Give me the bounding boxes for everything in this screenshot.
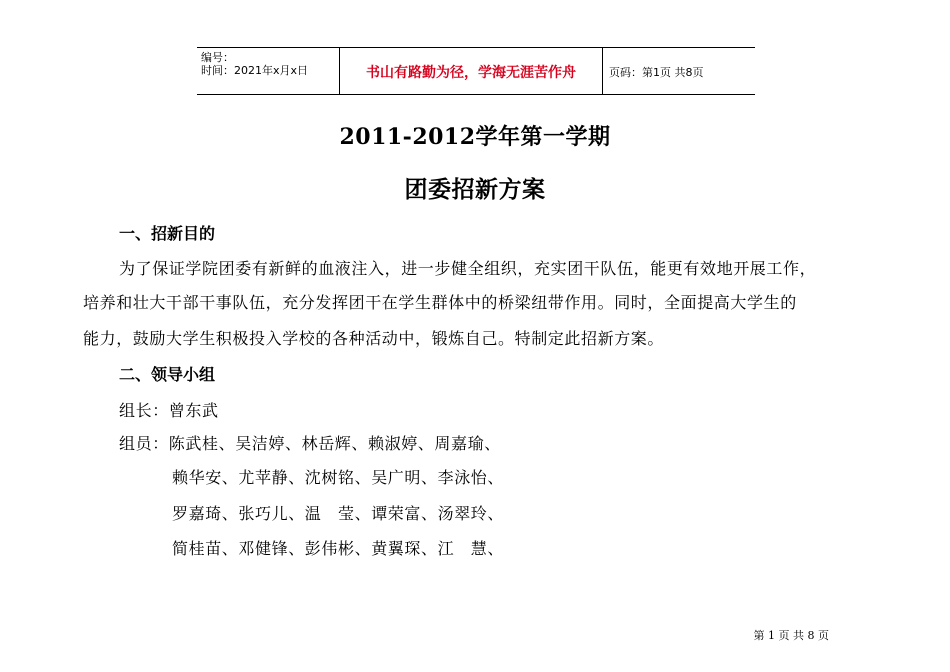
purpose-paragraph-line: 能力，鼓励大学生积极投入学校的各种活动中，锻炼自己。特制定此招新方案。	[83, 329, 665, 348]
header-number-label: 编号：	[201, 51, 234, 64]
header-motto: 书山有路勤为径，学海无涯苦作舟	[340, 48, 603, 94]
page-header	[197, 47, 755, 95]
group-members-line: 简桂苗、邓健锋、彭伟彬、黄翼琛、江 慧、	[172, 539, 505, 558]
header-meta-cell	[197, 48, 340, 94]
header-page-info: 页码：第1页 共8页	[609, 66, 704, 79]
group-members-line: 罗嘉琦、张巧儿、温 莹、谭荣富、汤翠玲、	[172, 504, 505, 523]
section-heading-purpose: 一、招新目的	[119, 224, 216, 243]
group-members-line: 组员：陈武桂、吴洁婷、林岳辉、赖淑婷、周嘉瑜、	[119, 434, 501, 453]
page-footer-number: 第 1 页 共 8 页	[753, 629, 829, 642]
group-members-line: 赖华安、尤苹静、沈树铭、吴广明、李泳怡、	[172, 468, 505, 487]
header-time-label: 时间：2021年x月x日	[201, 64, 309, 77]
document-title-line2: 团委招新方案	[404, 176, 546, 203]
document-title-line1: 2011-2012学年第一学期	[339, 124, 611, 150]
section-heading-leadership: 二、领导小组	[119, 365, 216, 384]
purpose-paragraph-line: 为了保证学院团委有新鲜的血液注入，进一步健全组织，充实团干队伍，能更有效地开展工作，	[119, 259, 817, 278]
purpose-paragraph-line: 培养和壮大干部干事队伍，充分发挥团干在学生群体中的桥梁纽带作用。同时，全面提高大学生的	[83, 293, 797, 312]
group-leader-line: 组长：曾东武	[119, 401, 219, 420]
